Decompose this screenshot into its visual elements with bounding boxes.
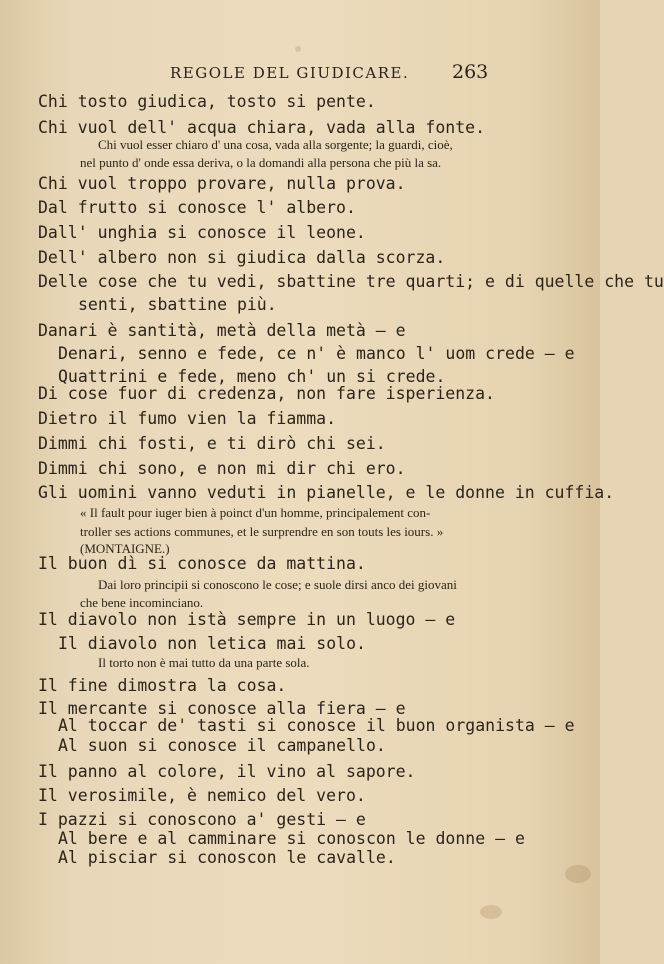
paper-stain bbox=[295, 46, 301, 52]
proverb-line: Il mercante si conosce alla fiera — e bbox=[38, 699, 406, 718]
proverb-line: Al toccar de' tasti si conosce il buon organista — e bbox=[58, 716, 575, 735]
quotation-author: (MONTAIGNE.) bbox=[80, 541, 170, 556]
commentary-line: Chi vuol esser chiaro d' una cosa, vada alla sorgente; la guardi, cioè, bbox=[98, 137, 453, 152]
proverb-line: Il diavolo non istà sempre in un luogo — e bbox=[38, 610, 456, 629]
commentary-line: che bene incominciano. bbox=[80, 595, 204, 610]
proverb-line: Dal frutto si conosce l' albero. bbox=[38, 198, 356, 217]
proverb-line: Il panno al colore, il vino al sapore. bbox=[38, 762, 416, 781]
proverb-line: senti, sbattine più. bbox=[78, 295, 277, 314]
proverb-line: Di cose fuor di credenza, non fare isperienza. bbox=[38, 384, 495, 403]
page-header bbox=[0, 61, 600, 86]
proverb-line: Il fine dimostra la cosa. bbox=[38, 676, 287, 695]
proverb-line: Dell' albero non si giudica dalla scorza. bbox=[38, 248, 446, 267]
proverb-line: I pazzi si conoscono a' gesti — e bbox=[38, 810, 366, 829]
commentary-line: Il torto non è mai tutto da una parte sola. bbox=[98, 655, 310, 670]
proverb-line: Dall' unghia si conosce il leone. bbox=[38, 223, 366, 242]
commentary-line: nel punto d' onde essa deriva, o la domandi alla persona che più la sa. bbox=[80, 155, 442, 170]
proverb-line: Chi vuol troppo provare, nulla prova. bbox=[38, 174, 406, 193]
quotation-line: « Il fault pour iuger bien à poinct d'un homme, principalement con- bbox=[80, 505, 431, 520]
paper-stain bbox=[480, 905, 502, 919]
proverb-line: Dimmi chi sono, e non mi dir chi ero. bbox=[38, 459, 406, 478]
proverb-line: Il verosimile, è nemico del vero. bbox=[38, 786, 366, 805]
running-head: REGOLE DEL GIUDICARE. bbox=[170, 64, 410, 82]
commentary-line: Dai loro principii si conoscono le cose; e suole dirsi anco dei giovani bbox=[98, 577, 457, 592]
paper-stain bbox=[565, 865, 591, 883]
quotation-line: troller ses actions communes, et le surprendre en son touts les iours. » bbox=[80, 524, 444, 539]
proverb-line: Denari, senno e fede, ce n' è manco l' uom crede — e bbox=[58, 344, 575, 363]
proverb-line: Il buon dì si conosce da mattina. bbox=[38, 554, 366, 573]
proverb-line: Al suon si conosce il campanello. bbox=[58, 736, 386, 755]
proverb-line: Chi vuol dell' acqua chiara, vada alla fonte. bbox=[38, 118, 486, 137]
proverb-line: Danari è santità, metà della metà — e bbox=[38, 321, 406, 340]
proverb-line: Il diavolo non letica mai solo. bbox=[58, 634, 366, 653]
proverb-line: Dimmi chi fosti, e ti dirò chi sei. bbox=[38, 434, 386, 453]
proverb-line: Al pisciar si conoscon le cavalle. bbox=[58, 848, 396, 867]
proverb-line: Chi tosto giudica, tosto si pente. bbox=[38, 92, 376, 111]
proverb-line: Delle cose che tu vedi, sbattine tre quarti; e di quelle che tu bbox=[38, 272, 664, 291]
proverb-line: Dietro il fumo vien la fiamma. bbox=[38, 409, 337, 428]
page-number: 263 bbox=[452, 61, 489, 83]
proverb-line: Al bere e al camminare si conoscon le donne — e bbox=[58, 829, 525, 848]
proverb-line: Gli uomini vanno veduti in pianelle, e le donne in cuffia. bbox=[38, 483, 615, 502]
proverb-line: Quattrini e fede, meno ch' un si crede. bbox=[58, 367, 446, 386]
